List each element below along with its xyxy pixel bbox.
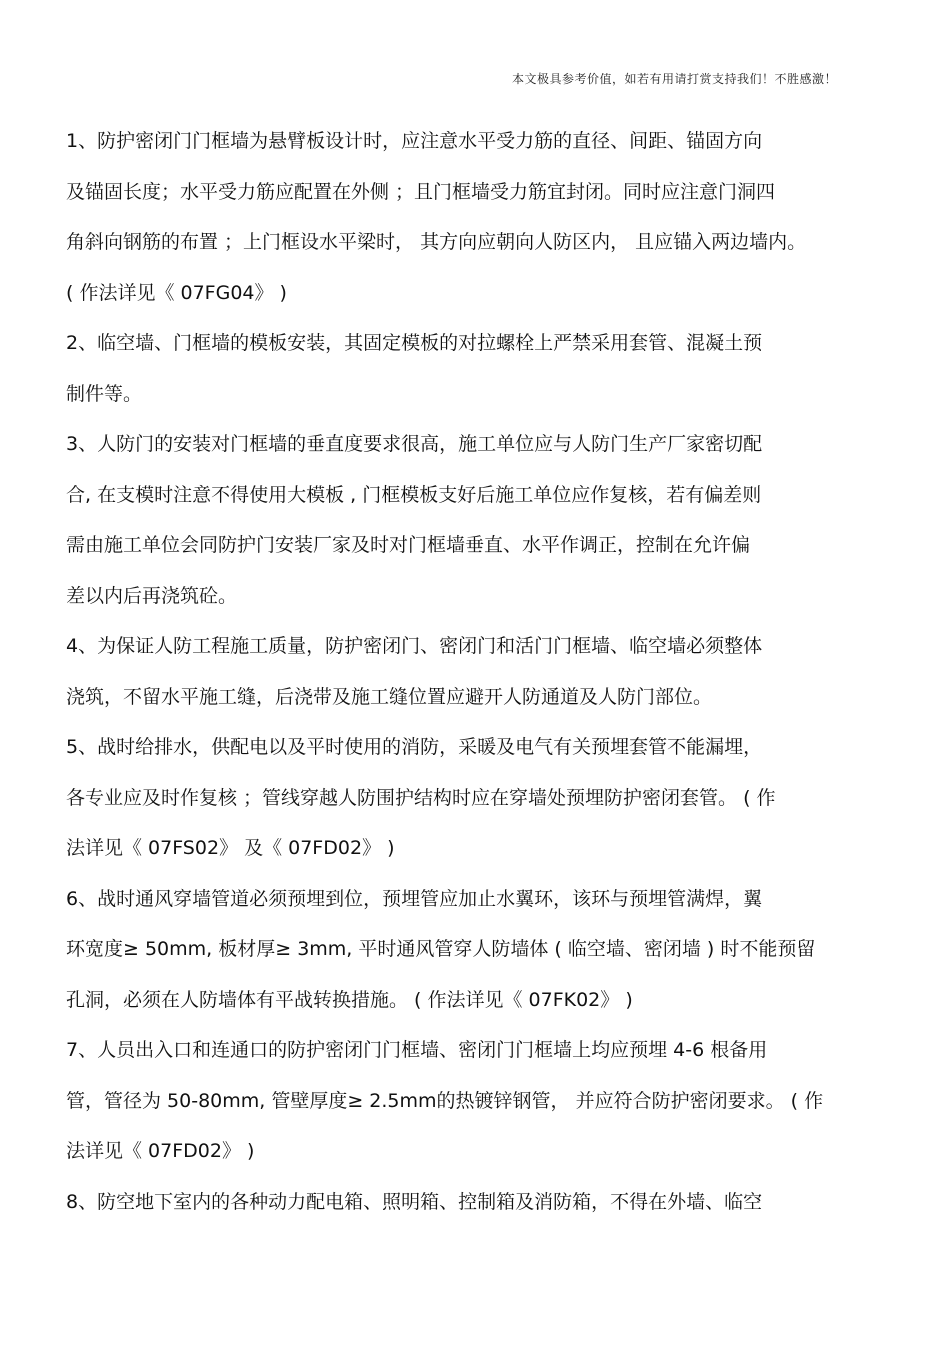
text-line: 3、人防门的安装对门框墙的垂直度要求很高，施工单位应与人防门生产厂家密切配 <box>66 433 763 455</box>
text-line: 4、为保证人防工程施工质量，防护密闭门、密闭门和活门门框墙、临空墙必须整体 <box>66 635 763 657</box>
text-line: 2、临空墙、门框墙的模板安装，其固定模板的对拉螺栓上严禁采用套管、混凝土预 <box>66 332 763 354</box>
text-line: 制件等。 <box>66 382 143 405</box>
text-line: 各专业应及时作复核 ；管线穿越人防围护结构时应在穿墙处预埋防护密闭套管。 ( 作 <box>66 786 776 809</box>
header-note: 本文极具参考价值，如若有用请打赏支持我们！不胜感激！ <box>511 72 837 86</box>
text-line: 角斜向钢筋的布置 ；上门框设水平梁时， 其方向应朝向人防区内， 且应锚入两边墙内。 <box>66 231 807 253</box>
text-line: 法详见《 07FS02》 及《 07FD02》 ) <box>66 837 395 859</box>
text-line: 管，管径为 50-80mm, 管壁厚度≥ 2.5mm的热镀锌钢管， 并应符合防护密闭要求。 ( 作 <box>66 1089 824 1112</box>
text-line: 1、防护密闭门门框墙为悬臂板设计时，应注意水平受力筋的直径、间距、锚固方向 <box>66 130 763 152</box>
text-line: 需由施工单位会同防护门安装厂家及时对门框墙垂直、水平作调正，控制在允许偏 <box>66 534 751 556</box>
text-line: 孔洞，必须在人防墙体有平战转换措施。 ( 作法详见《 07FK02》 ) <box>66 988 633 1011</box>
document-body <box>66 124 896 1235</box>
text-line: 8、防空地下室内的各种动力配电箱、照明箱、控制箱及消防箱，不得在外墙、临空 <box>66 1190 763 1213</box>
text-line: 环宽度≥ 50mm, 板材厚≥ 3mm, 平时通风管穿人防墙体 ( 临空墙、密闭墙 ) 时不能预留 <box>66 938 816 960</box>
text-line: 7、人员出入口和连通口的防护密闭门门框墙、密闭门门框墙上均应预埋 4-6 根备用 <box>66 1039 768 1061</box>
text-line: 6、战时通风穿墙管道必须预埋到位，预埋管应加止水翼环，该环与预埋管满焊，翼 <box>66 887 763 910</box>
text-line: 合, 在支模时注意不得使用大模板 , 门框模板支好后施工单位应作复核，若有偏差则 <box>66 483 762 506</box>
text-line: 差以内后再浇筑砼。 <box>66 584 238 607</box>
text-line: 5、战时给排水，供配电以及平时使用的消防，采暖及电气有关预埋套管不能漏埋， <box>66 736 763 758</box>
text-line: 法详见《 07FD02》 ) <box>66 1140 255 1162</box>
text-line: 及锚固长度；水平受力筋应配置在外侧 ；且门框墙受力筋宜封闭。同时应注意门洞四 <box>66 180 776 203</box>
text-line: 浇筑，不留水平施工缝，后浇带及施工缝位置应避开人防通道及人防门部位。 <box>66 685 713 708</box>
text-line: ( 作法详见《 07FG04》 ) <box>66 281 287 304</box>
